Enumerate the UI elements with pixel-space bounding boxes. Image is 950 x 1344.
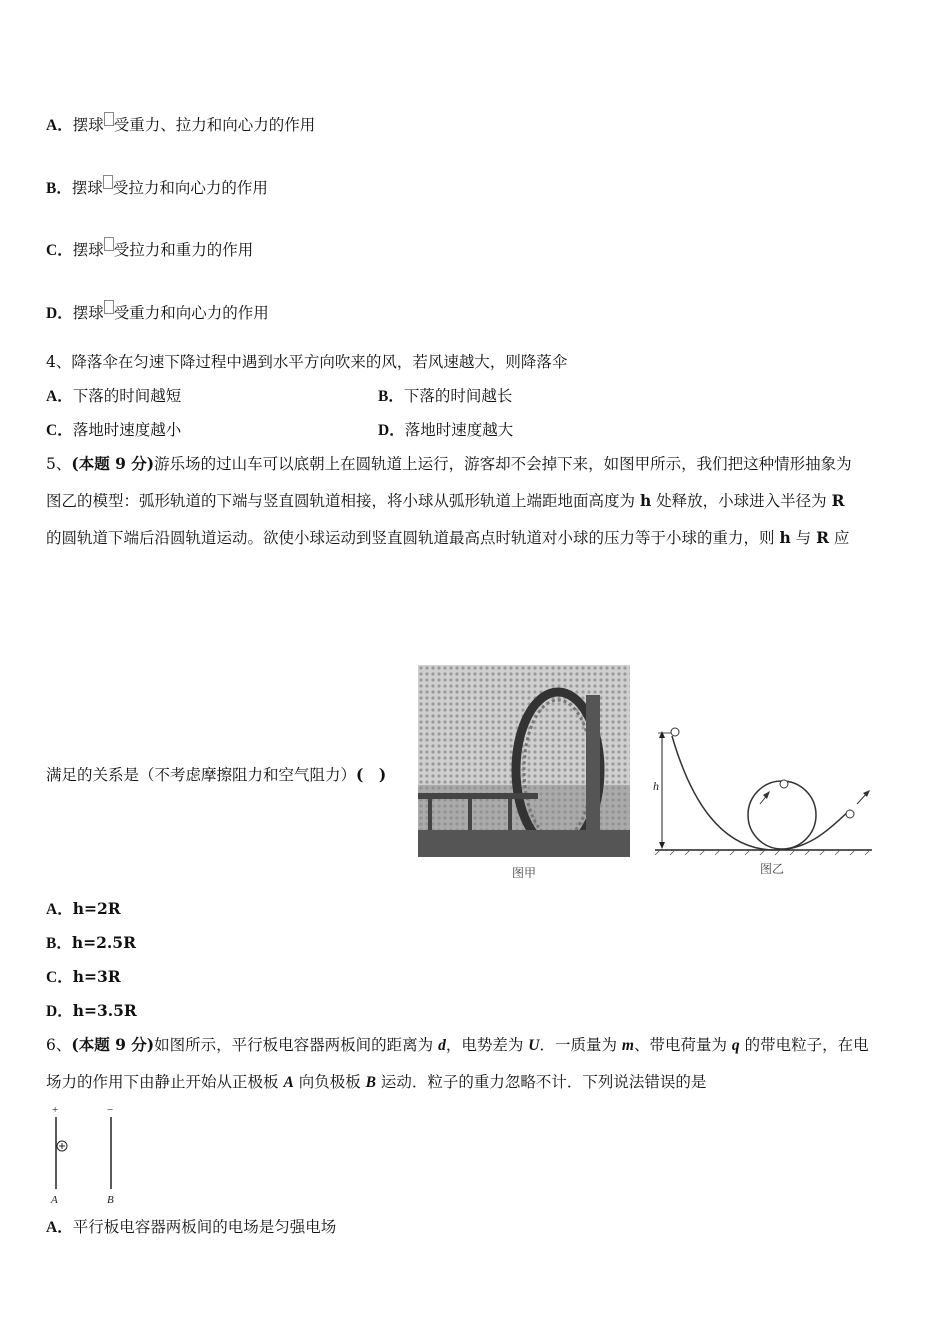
missing-glyph-icon [103,175,113,189]
q3-option-b: B．摆球 受拉力和向心力的作用 [46,177,268,200]
q6-option-a: A．平行板电容器两板间的电场是匀强电场 [46,1218,337,1236]
missing-glyph-icon [104,237,114,251]
plate-a-label: A [51,1194,58,1206]
plate-b-label: B [107,1194,114,1206]
q5-line-1: 5、(本题 9 分)游乐场的过山车可以底朝上在圆轨道上运行，游客却不会掉下来，如图甲所示，我们把这种情形抽象为 [46,454,852,473]
q5-option-b: B．h=2.5R [46,933,136,952]
plus-sign: + [52,1104,59,1116]
q4-option-c: C．落地时速度越小 [46,421,182,439]
q3-option-c: C．摆球 受拉力和重力的作用 [46,239,253,262]
q4-stem: 4、降落伞在匀速下降过程中遇到水平方向吹来的风，若风速越大，则降落伞 [46,353,568,371]
missing-glyph-icon [104,112,114,126]
q4-option-b: B．下落的时间越长 [378,387,513,405]
q5-option-a: A．h=2R [46,899,121,918]
track-diagram [650,718,880,868]
q4-option-a: A．下落的时间越短 [46,387,182,405]
q4-option-d: D．落地时速度越大 [378,421,514,439]
q3-option-d: D．摆球 受重力和向心力的作用 [46,302,269,325]
q5-line-2: 图乙的模型：弧形轨道的下端与竖直圆轨道相接，将小球从弧形轨道上端距地面高度为 h 处释放，小球进入半径为 R [46,491,845,510]
q3-option-a: A．摆球 受重力、拉力和向心力的作用 [46,114,315,137]
q5-option-d: D．h=3.5R [46,1001,137,1020]
q5-option-c: C．h=3R [46,967,121,986]
roller-coaster-photo [418,665,630,857]
q6-line-1: 6、(本题 9 分)如图所示，平行板电容器两板间的距离为 d，电势差为 U．一质量为 m、带电荷量为 q 的带电粒子，在电 [46,1035,869,1054]
capacitor-diagram [40,1103,140,1208]
q6-line-2: 场力的作用下由静止开始从正极板 A 向负极板 B 运动．粒子的重力忽略不计．下列说法错误的是 [46,1073,707,1091]
minus-sign: − [107,1104,114,1116]
q5-line-4: 满足的关系是（不考虑摩擦阻力和空气阻力）( ) [46,765,387,784]
q5-line-3: 的圆轨道下端后沿圆轨道运动。欲使小球运动到竖直圆轨道最高点时轨道对小球的压力等于小球的重力，则 h 与 R 应 [46,528,850,547]
missing-glyph-icon [104,300,114,314]
fig-b-h-label: h [653,779,659,793]
fig-b-caption: 图乙 [760,862,785,876]
fig-a-caption: 图甲 [512,866,537,880]
